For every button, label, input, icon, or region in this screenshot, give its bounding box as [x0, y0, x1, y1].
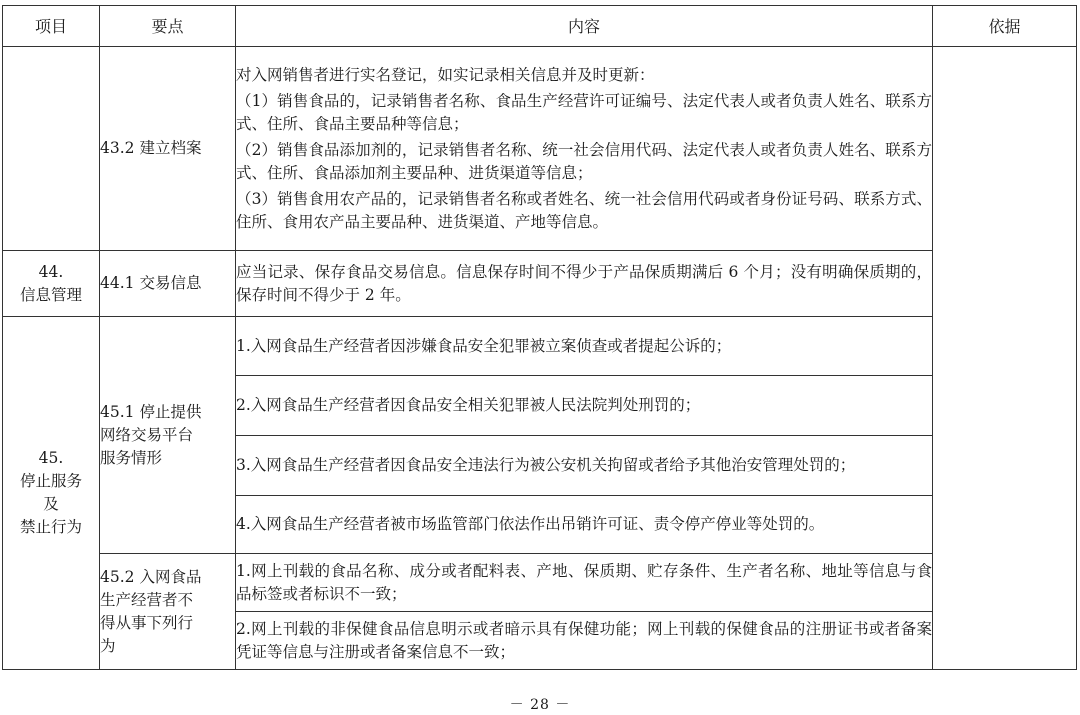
- item-45: [3, 317, 100, 670]
- content-paragraph: （3）销售食用农产品的，记录销售者名称或者姓名、统一社会信用代码或者身份证号码、联系方式、住所、食用农产品主要品种、进货渠道、产地等信息。: [236, 189, 932, 231]
- content-45-2-1: 1.网上刊载的食品名称、成分或者配料表、产地、保质期、贮存条件、生产者名称、地址等信息与食品标签或者标识不一致；: [236, 554, 933, 612]
- content-45-1-1: 1.入网食品生产经营者因涉嫌食品安全犯罪被立案侦查或者提起公诉的；: [236, 317, 933, 376]
- table-row: [3, 554, 1077, 612]
- content-paragraph: （1）销售食品的，记录销售者名称、食品生产经营许可证编号、法定代表人或者负责人姓名、联系方式、住所、食品主要品种等信息；: [236, 91, 932, 133]
- point-45-2: [100, 554, 236, 670]
- point-line: 45.1 停止提供: [100, 402, 202, 421]
- content-45-1-4: 4.入网食品生产经营者被市场监管部门依法作出吊销许可证、责令停产停业等处罚的。: [236, 496, 933, 554]
- table-row: [3, 317, 1077, 376]
- point-line: 得从事下列行: [100, 613, 194, 632]
- regulation-table: [2, 5, 1077, 670]
- content-paragraph: （2）销售食品添加剂的，记录销售者名称、统一社会信用代码、法定代表人或者负责人姓名、联系方式、住所、食品添加剂主要品种、进货渠道等信息；: [236, 140, 932, 182]
- item-number: 44.: [38, 262, 64, 281]
- header-basis: 依据: [933, 6, 1077, 47]
- item-title-line: 及: [43, 495, 59, 513]
- content-43-2: [236, 47, 933, 251]
- point-43-2: 43.2 建立档案: [100, 47, 236, 251]
- point-line: 服务情形: [100, 448, 163, 467]
- item-title-line: 禁止行为: [19, 518, 82, 536]
- point-line: 网络交易平台: [100, 425, 194, 444]
- item-title-line: 停止服务: [19, 472, 82, 490]
- point-line: 45.2 入网食品: [100, 567, 202, 586]
- point-line: 为: [100, 636, 116, 655]
- content-intro: 对入网销售者进行实名登记，如实记录相关信息并及时更新：: [236, 65, 655, 84]
- content-45-1-2: 2.入网食品生产经营者因食品安全相关犯罪被人民法院判处刑罚的；: [236, 376, 933, 436]
- point-line: 生产经营者不: [100, 590, 194, 609]
- item-cell-continued: [3, 47, 100, 251]
- point-45-1: [100, 317, 236, 554]
- item-title: 信息管理: [19, 285, 82, 304]
- content-45-2-2: 2.网上刊载的非保健食品信息明示或者暗示具有保健功能；网上刊载的保健食品的注册证书或者备案凭证等信息与注册或者备案信息不一致；: [236, 612, 933, 670]
- header-content: 内容: [236, 6, 933, 47]
- header-item: 项目: [3, 6, 100, 47]
- header-point: 要点: [100, 6, 236, 47]
- page-number: － 28 －: [509, 697, 571, 713]
- point-44-1: 44.1 交易信息: [100, 251, 236, 317]
- table-header-row: [3, 6, 1077, 47]
- content-44-1: 应当记录、保存食品交易信息。信息保存时间不得少于产品保质期满后 6 个月；没有明确保质期的，保存时间不得少于 2 年。: [236, 251, 933, 317]
- table-row: [3, 251, 1077, 317]
- item-44: [3, 251, 100, 317]
- table-row: [3, 47, 1077, 251]
- item-number: 45.: [38, 449, 64, 467]
- content-45-1-3: 3.入网食品生产经营者因食品安全违法行为被公安机关拘留或者给予其他治安管理处罚的；: [236, 436, 933, 496]
- basis-cell: [933, 47, 1077, 670]
